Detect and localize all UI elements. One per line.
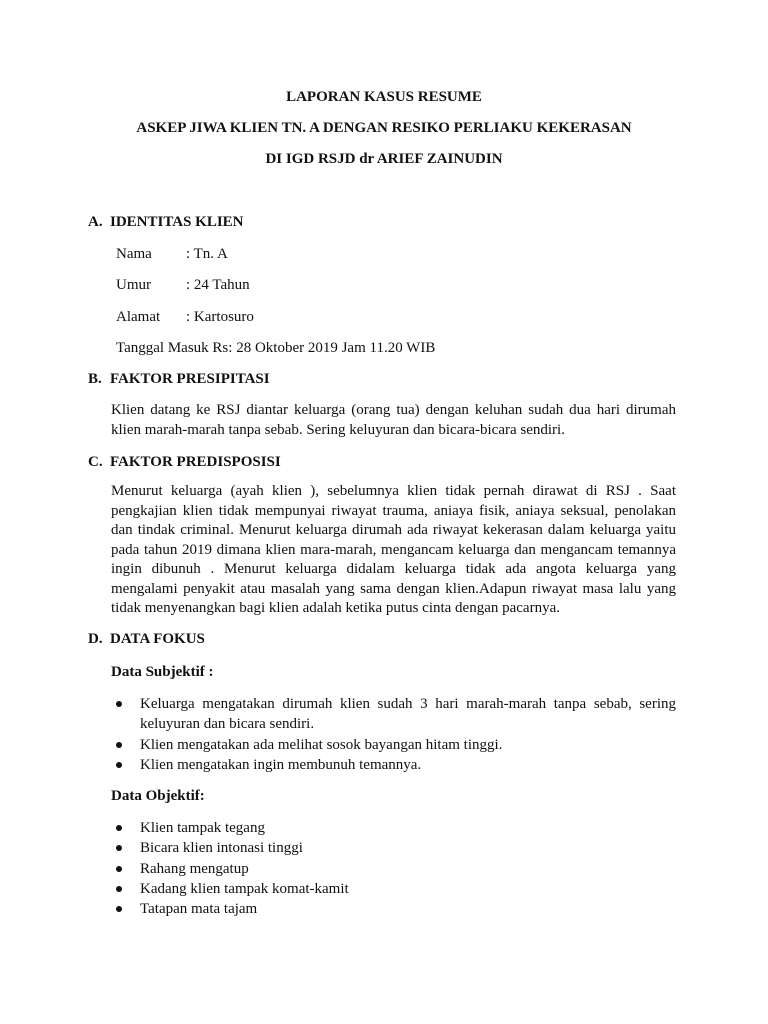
section-b-title: FAKTOR PRESIPITASI <box>110 371 270 387</box>
bullet-icon <box>116 906 122 912</box>
section-c-heading <box>88 453 281 471</box>
list-item-text: Rahang mengatup <box>140 860 249 877</box>
section-a-letter: A. <box>88 214 103 230</box>
list-item-text: Tatapan mata tajam <box>140 901 258 918</box>
report-location: DI IGD RSJD dr ARIEF ZAINUDIN <box>265 151 503 167</box>
section-a-title: IDENTITAS KLIEN <box>110 214 244 230</box>
field-label: Alamat <box>116 309 161 325</box>
bullet-icon <box>116 845 122 851</box>
bullet-icon <box>116 825 122 831</box>
list-item <box>111 838 676 858</box>
list-item <box>111 899 676 919</box>
bullet-icon <box>116 701 122 707</box>
bullet-icon <box>116 742 122 748</box>
list-item <box>111 859 676 879</box>
objective-list <box>111 818 676 919</box>
list-item-text: Bicara klien intonasi tinggi <box>140 840 303 857</box>
section-a-heading <box>88 213 244 231</box>
list-item <box>111 818 676 838</box>
section-b-heading <box>88 370 270 388</box>
section-c-title: FAKTOR PREDISPOSISI <box>110 454 281 470</box>
list-item-text: Keluarga mengatakan dirumah klien sudah 3 hari marah-marah tanpa sebab, sering keluyuran dan bicara sendiri. <box>140 696 676 733</box>
list-item-text: Klien tampak tegang <box>140 820 265 836</box>
list-item <box>111 755 676 775</box>
bullet-icon <box>116 762 122 768</box>
section-d-letter: D. <box>88 631 103 647</box>
section-c-letter: C. <box>88 454 103 470</box>
section-d-heading <box>88 630 205 648</box>
field-label: Umur <box>116 277 151 293</box>
list-item-text: Klien mengatakan ingin membunuh temannya. <box>140 756 422 773</box>
objective-heading: Data Objektif: <box>111 788 205 804</box>
field-alamat <box>116 308 254 326</box>
report-subtitle: ASKEP JIWA KLIEN TN. A DENGAN RESIKO PERLIAKU KEKERASAN <box>136 120 632 136</box>
field-umur <box>116 276 250 294</box>
subjective-heading: Data Subjektif : <box>111 664 214 680</box>
list-item <box>111 694 676 735</box>
bullet-icon <box>116 886 122 892</box>
field-nama <box>116 245 228 263</box>
section-b-text: Klien datang ke RSJ diantar keluarga (orang tua) dengan keluhan sudah dua hari dirumah klien marah-marah tanpa sebab. Sering keluyuran dan bicara-bicara sendiri. <box>111 402 676 438</box>
list-item <box>111 735 676 755</box>
field-label: Nama <box>116 246 152 262</box>
report-title: LAPORAN KASUS RESUME <box>286 89 482 105</box>
field-value: : Tn. A <box>186 246 228 262</box>
list-item-text: Klien mengatakan ada melihat sosok bayangan hitam tinggi. <box>140 736 503 753</box>
field-value: : 24 Tahun <box>186 277 250 293</box>
list-item <box>111 879 676 899</box>
field-value: : Kartosuro <box>186 309 254 325</box>
subjective-list <box>111 694 676 775</box>
section-d-title: DATA FOKUS <box>110 631 205 647</box>
bullet-icon <box>116 866 122 872</box>
section-b-letter: B. <box>88 371 102 387</box>
list-item-text: Kadang klien tampak komat-kamit <box>140 880 349 897</box>
section-c-text: Menurut keluarga (ayah klien ), sebelumnya klien tidak pernah dirawat di RSJ . Saat pengkajian klien tidak mempunyai riwayat trauma, aniaya fisik, aniaya seksual, penolakan dan tindak criminal. Menurut keluarga dirumah ada riwayat kekerasan dalam keluarga yaitu pada tahun 2019 dimana klien mara-marah, mengancam keluarga dan mengancam temannya ingin dibunuh . Menurut keluarga didalam keluarga tidak ada angota keluarga yang mengalami penyakit atau masalah yang sama dengan klien.Adapun riwayat masa lalu yang tidak menyenangkan bagi klien adalah ketika putus cinta dengan pacarnya. <box>111 483 676 616</box>
admission-date: Tanggal Masuk Rs: 28 Oktober 2019 Jam 11.20 WIB <box>116 340 436 356</box>
